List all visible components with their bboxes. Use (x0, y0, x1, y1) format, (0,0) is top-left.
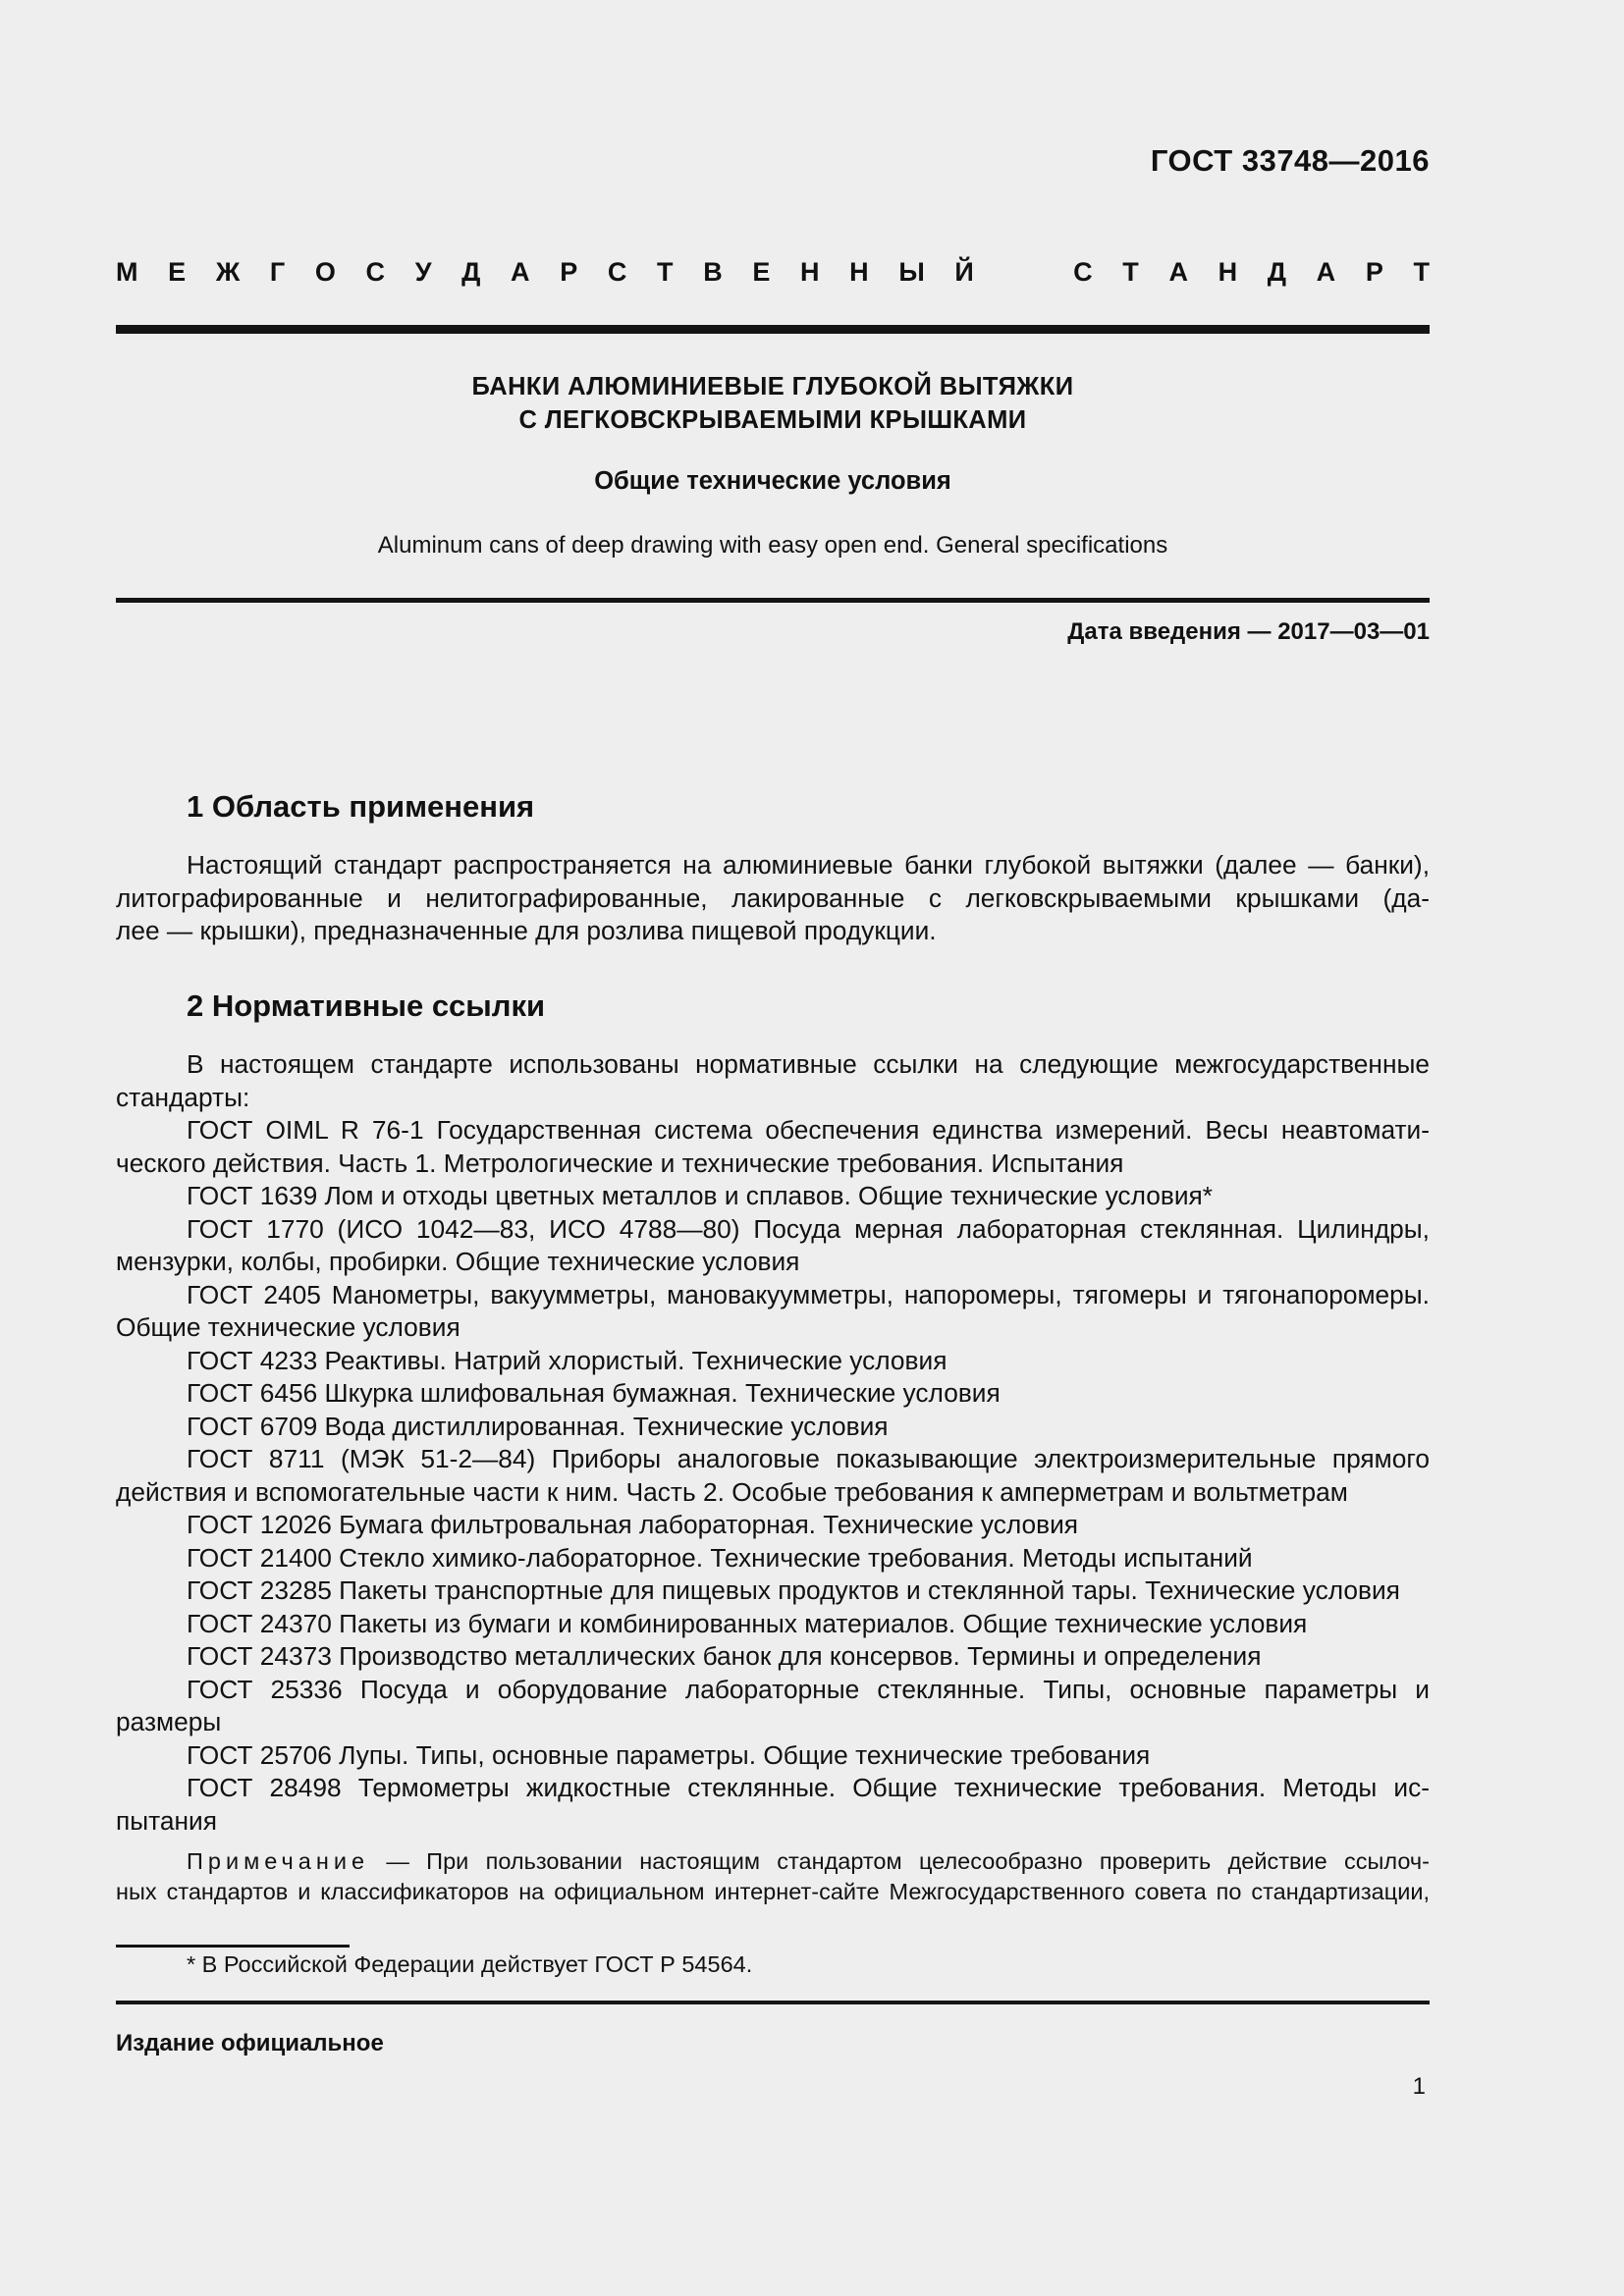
reference-line: ГОСТ 25336 Посуда и оборудование лабораторные стеклянные. Типы, основные параметры и (187, 1674, 1430, 1704)
reference-line: ческого действия. Часть 1. Метрологические и технические требования. Испытания (116, 1148, 1124, 1178)
reference-line: ГОСТ 23285 Пакеты транспортные для пищевых продуктов и стеклянной тары. Технические условия (187, 1575, 1400, 1605)
banner-word-gap (1003, 257, 1043, 288)
reference-item (116, 1674, 1430, 1739)
reference-line: ГОСТ 24370 Пакеты из бумаги и комбинированных материалов. Общие технические условия (187, 1608, 1308, 1638)
banner-letter: Т (657, 257, 674, 287)
section-1-paragraph (116, 849, 1430, 948)
introduction-date: Дата введения — 2017—03—01 (1067, 618, 1430, 645)
reference-line: ГОСТ 8711 (МЭК 51-2—84) Приборы аналоговые показывающие электроизмерительные прямого (187, 1444, 1430, 1473)
document-number: ГОСТ 33748—2016 (1150, 143, 1430, 178)
reference-item (116, 1279, 1430, 1345)
banner-letter: А (511, 257, 530, 287)
note-line: ных стандартов и классификаторов на официальном интернет-сайте Межгосударственного совета по стандартизации, (116, 1879, 1430, 1904)
reference-line: ГОСТ 4233 Реактивы. Натрий хлористый. Технические условия (187, 1345, 947, 1375)
banner-letter: С (365, 257, 386, 287)
reference-item (116, 1345, 1430, 1378)
normative-references (116, 1048, 1430, 1838)
title-rule (116, 598, 1430, 603)
reference-line: ГОСТ 6456 Шкурка шлифовальная бумажная. Технические условия (187, 1378, 1001, 1408)
reference-line: пытания (116, 1805, 217, 1836)
banner-letter: Г (269, 257, 286, 287)
reference-line: ГОСТ 25706 Лупы. Типы, основные параметры. Общие технические требования (187, 1739, 1151, 1770)
banner-letter: Д (461, 257, 481, 287)
title-line-1: БАНКИ АЛЮМИНИЕВЫЕ ГЛУБОКОЙ ВЫТЯЖКИ (471, 373, 1074, 400)
paragraph-line: лее — крышки), предназначенные для розлива пищевой продукции. (116, 916, 937, 945)
references-intro-line: В настоящем стандарте использованы нормативные ссылки на следующие межгосударственные (187, 1049, 1430, 1079)
note-text: — При пользовании настоящим стандартом целесообразно проверить действие ссылоч- (369, 1848, 1430, 1874)
reference-line: ГОСТ 6709 Вода дистиллированная. Технические условия (187, 1411, 889, 1441)
header-rule (116, 325, 1430, 334)
reference-line: ГОСТ 1639 Лом и отходы цветных металлов и сплавов. Общие технические условия* (187, 1181, 1213, 1210)
banner-letter: С (607, 257, 627, 287)
banner-letter: Е (752, 257, 771, 287)
banner-letter: А (1316, 257, 1336, 287)
banner-letter: Т (1413, 257, 1430, 287)
reference-item (116, 1443, 1430, 1509)
reference-item (116, 1411, 1430, 1444)
paragraph-line: Настоящий стандарт распространяется на алюминиевые банки глубокой вытяжки (далее — банки), (187, 850, 1430, 880)
reference-line: ГОСТ 1770 (ИСО 1042—83, ИСО 4788—80) Посуда мерная лабораторная стеклянная. Цилиндры, (187, 1213, 1430, 1244)
footnote: * В Российской Федерации действует ГОСТ Р 54564. (187, 1951, 753, 1977)
reference-item (116, 1509, 1430, 1542)
reference-item (116, 1772, 1430, 1838)
reference-line: ГОСТ 2405 Манометры, вакуумметры, мановакуумметры, напоромеры, тягомеры и тягонапоромеры. (187, 1279, 1430, 1309)
banner-letter: Й (954, 257, 974, 287)
reference-line: действия и вспомогательные части к ним. Часть 2. Особые требования к амперметрам и вольтметрам (116, 1476, 1348, 1507)
document-title (116, 370, 1430, 437)
banner-letter: М (116, 257, 138, 287)
banner-letter: В (703, 257, 723, 287)
reference-line: мензурки, колбы, пробирки. Общие технические условия (116, 1247, 800, 1276)
banner-letter: О (314, 257, 336, 287)
note (116, 1846, 1430, 1907)
reference-item (116, 1640, 1430, 1674)
banner-letter: У (414, 257, 432, 287)
footer-rule (116, 2001, 1430, 2004)
page-number: 1 (1412, 2073, 1426, 2100)
reference-item (116, 1575, 1430, 1608)
interstate-standard-banner (116, 257, 1430, 288)
reference-line: ГОСТ 21400 Стекло химико-лабораторное. Технические требования. Методы испытаний (187, 1542, 1253, 1573)
banner-letter: Т (1122, 257, 1139, 287)
note-line (116, 1846, 1430, 1877)
reference-line: ГОСТ 12026 Бумага фильтровальная лабораторная. Технические условия (187, 1510, 1079, 1539)
reference-item (116, 1213, 1430, 1279)
banner-letter: Ы (898, 257, 925, 287)
banner-letter: С (1073, 257, 1093, 287)
reference-item (116, 1608, 1430, 1641)
official-edition-label: Издание официальное (116, 2030, 384, 2056)
reference-line: ГОСТ 24373 Производство металлических банок для консервов. Термины и определения (187, 1641, 1262, 1671)
document-subtitle: Общие технические условия (594, 467, 951, 495)
paragraph-line: литографированные и нелитографированные, лакированные с легковскрываемыми крышками (да- (116, 882, 1430, 913)
reference-item (116, 1180, 1430, 1213)
reference-item (116, 1114, 1430, 1180)
note-label: Примечание (187, 1848, 370, 1874)
reference-line: ГОСТ OIML R 76-1 Государственная система обеспечения единства измерений. Весы неавтомати- (187, 1115, 1430, 1145)
english-title: Aluminum cans of deep drawing with easy open end. General specifications (377, 532, 1168, 559)
reference-item (116, 1542, 1430, 1575)
banner-letter: Р (1365, 257, 1383, 287)
banner-letter: Е (168, 257, 187, 287)
banner-letter: Ж (215, 257, 241, 287)
reference-item (116, 1739, 1430, 1773)
reference-line: ГОСТ 28498 Термометры жидкостные стеклянные. Общие технические требования. Методы ис- (187, 1773, 1430, 1802)
title-line-2: С ЛЕГКОВСКРЫВАЕМЫМИ КРЫШКАМИ (518, 406, 1027, 434)
section-2-heading: 2 Нормативные ссылки (187, 988, 546, 1023)
banner-letter: Н (849, 257, 869, 287)
banner-letter: Р (560, 257, 578, 287)
section-1-heading: 1 Область применения (187, 789, 535, 824)
banner-letter: А (1168, 257, 1188, 287)
reference-line: Общие технические условия (116, 1312, 460, 1342)
reference-item (116, 1377, 1430, 1411)
reference-line: размеры (116, 1707, 222, 1736)
banner-letter: Н (1218, 257, 1238, 287)
references-intro (116, 1048, 1430, 1114)
footnote-rule (116, 1945, 350, 1948)
banner-letter: Д (1267, 257, 1287, 287)
references-intro-line: стандарты: (116, 1082, 250, 1112)
banner-letter: Н (800, 257, 820, 287)
